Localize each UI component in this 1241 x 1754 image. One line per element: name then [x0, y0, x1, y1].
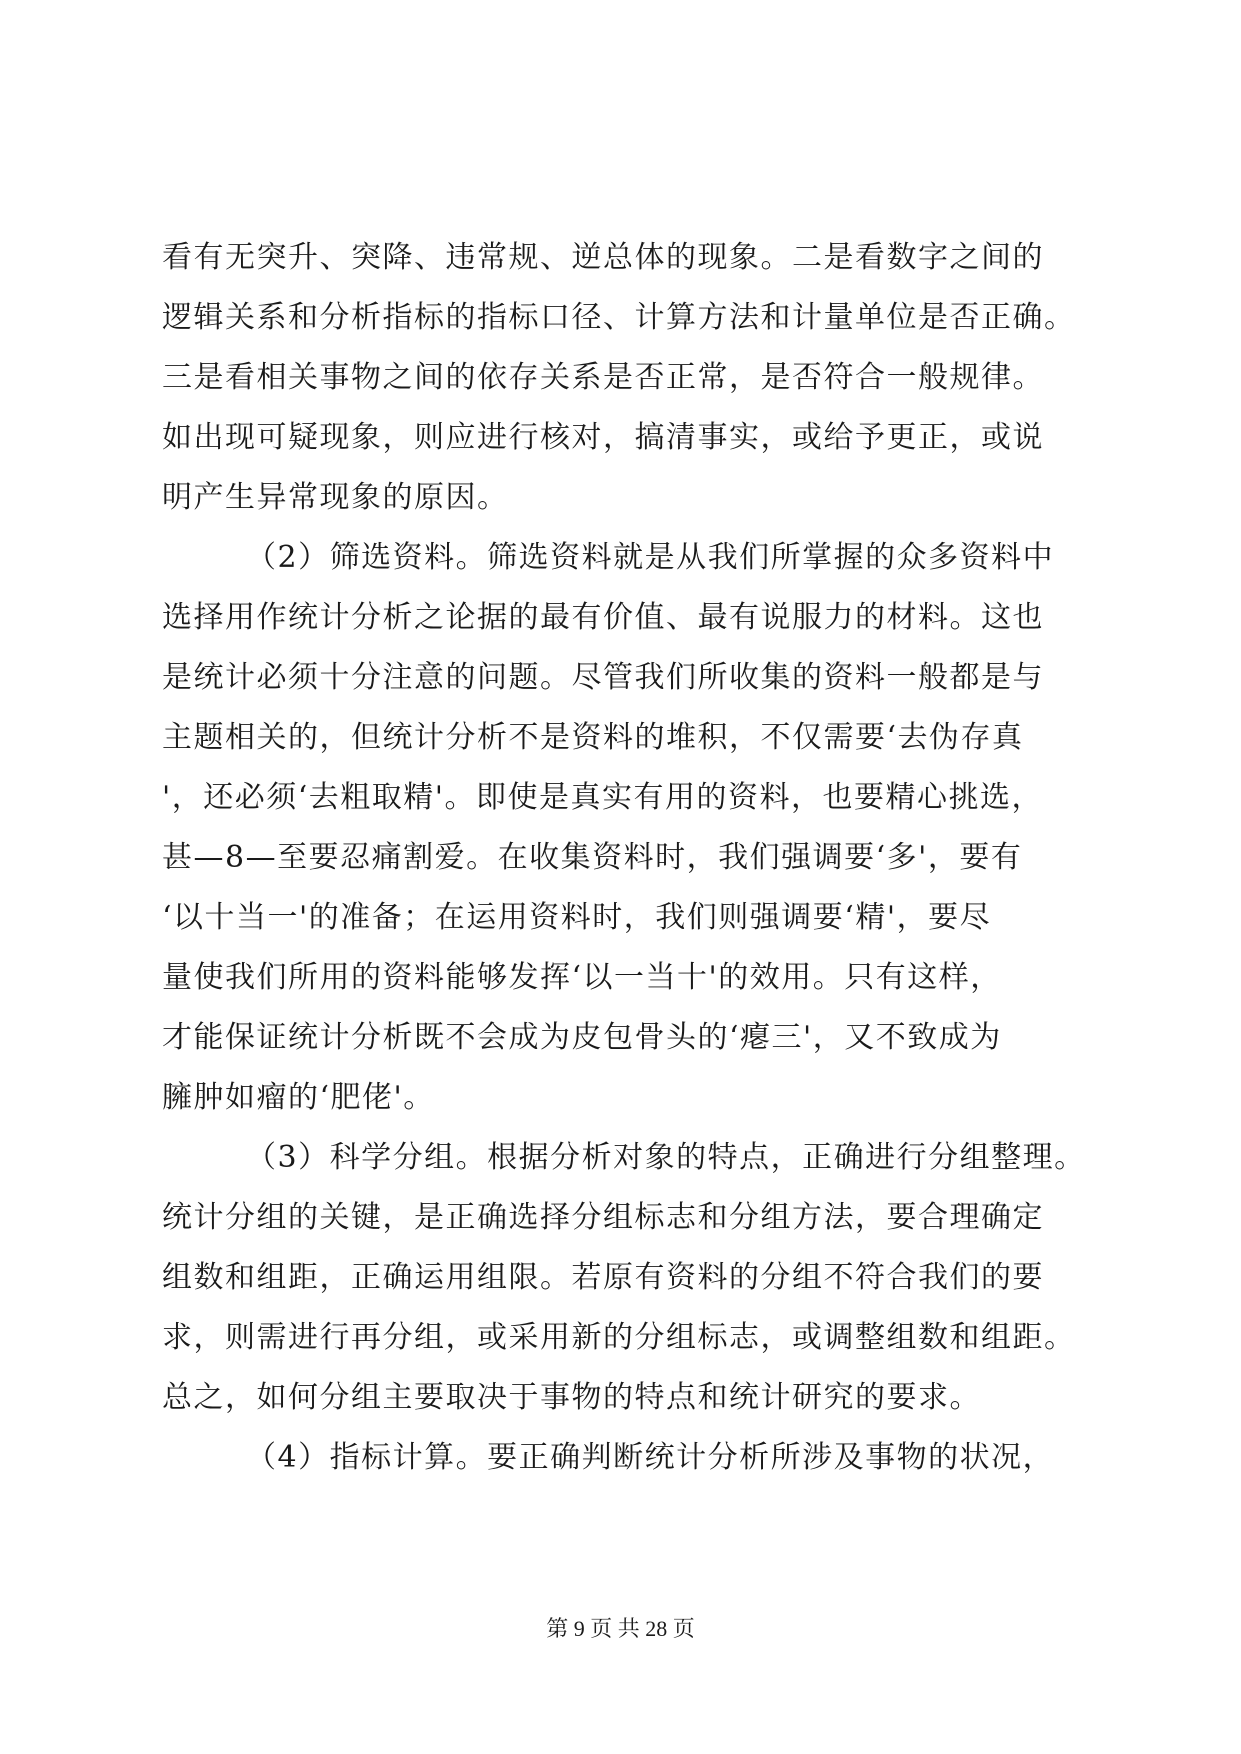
text-line: 如出现可疑现象，则应进行核对，搞清事实，或给予更正，或说 — [162, 420, 1044, 455]
text-line: 逻辑关系和分析指标的指标口径、计算方法和计量单位是否正确。 — [162, 300, 1076, 335]
body-text — [162, 228, 1102, 1488]
text-line: 选择用作统计分析之论据的最有价值、最有说服力的材料。这也 — [162, 600, 1044, 635]
paragraph-heading-line: （3）科学分组。根据分析对象的特点，正确进行分组整理。 — [246, 1140, 1086, 1175]
text-line: '，还必须‘去粗取精'。即使是真实有用的资料，也要精心挑选， — [162, 780, 1044, 815]
text-line: 统计分组的关键，是正确选择分组标志和分组方法，要合理确定 — [162, 1200, 1044, 1235]
text-line: 甚—8—至要忍痛割爱。在收集资料时，我们强调要‘多'，要有 — [162, 840, 1023, 875]
text-line: ‘以十当一'的准备；在运用资料时，我们则强调要‘精'，要尽 — [162, 900, 992, 935]
text-line: 求，则需进行再分组，或采用新的分组标志，或调整组数和组距。 — [162, 1320, 1076, 1355]
text-line: 三是看相关事物之间的依存关系是否正常，是否符合一般规律。 — [162, 360, 1044, 395]
page-number-footer: 第 9 页 共 28 页 — [546, 1616, 695, 1641]
text-line: 组数和组距，正确运用组限。若原有资料的分组不符合我们的要 — [162, 1260, 1044, 1295]
text-line: 总之，如何分组主要取决于事物的特点和统计研究的要求。 — [162, 1380, 981, 1415]
paragraph-heading-line: （2）筛选资料。筛选资料就是从我们所掌握的众多资料中 — [246, 540, 1055, 575]
paragraph-heading-line: （4）指标计算。要正确判断统计分析所涉及事物的状况， — [246, 1440, 1055, 1475]
text-line: 才能保证统计分析既不会成为皮包骨头的‘瘪三'，又不致成为 — [162, 1020, 1002, 1055]
text-line: 看有无突升、突降、违常规、逆总体的现象。二是看数字之间的 — [162, 240, 1044, 275]
text-line: 主题相关的，但统计分析不是资料的堆积，不仅需要‘去伪存真 — [162, 720, 1024, 755]
text-line: 量使我们所用的资料能够发挥‘以一当十'的效用。只有这样， — [162, 960, 1002, 995]
text-line: 是统计必须十分注意的问题。尽管我们所收集的资料一般都是与 — [162, 660, 1044, 695]
text-line: 臃肿如瘤的‘肥佬'。 — [162, 1080, 435, 1115]
text-line: 明产生异常现象的原因。 — [162, 480, 509, 515]
